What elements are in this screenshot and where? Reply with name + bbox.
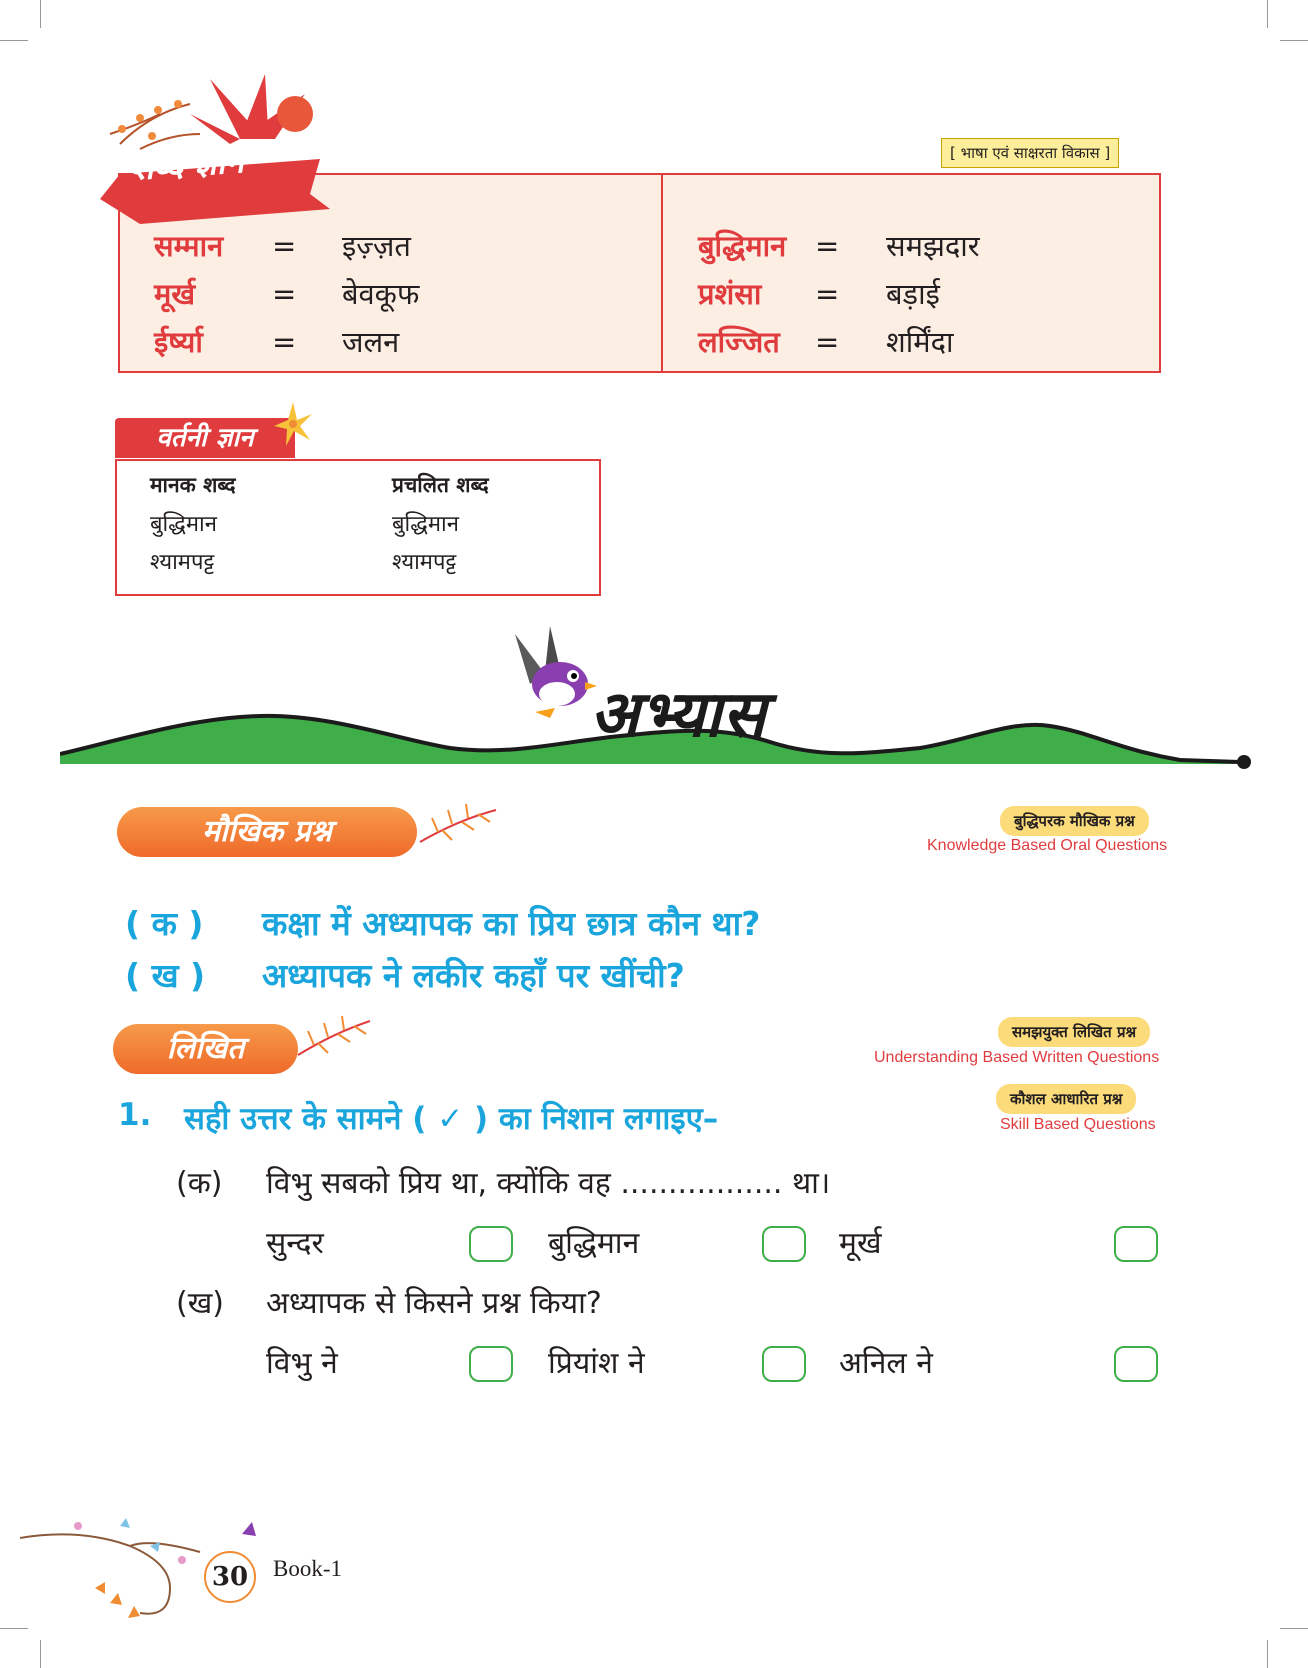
word-row — [154, 324, 203, 360]
equals: = — [272, 277, 297, 311]
crop-mark — [0, 1628, 28, 1629]
sub-question-text: अध्यापक से किसने प्रश्न किया? — [266, 1286, 602, 1321]
option-label: मूर्ख — [839, 1226, 882, 1261]
maukhik-heading: मौखिक प्रश्न — [117, 807, 417, 857]
word: लज्जित — [698, 325, 780, 359]
abhyas-title: अभ्यास — [590, 678, 767, 752]
word: सम्मान — [154, 229, 224, 263]
question-label: ( ख ) — [125, 956, 206, 995]
word-row — [698, 276, 761, 312]
crop-mark — [40, 0, 41, 28]
equals: = — [815, 229, 840, 263]
table-cell: बुद्धिमान — [150, 512, 217, 537]
question-number: 1. — [118, 1097, 152, 1133]
word-row — [698, 228, 786, 264]
meaning: इज़्ज़त — [342, 229, 411, 263]
option-label: प्रियांश ने — [548, 1346, 645, 1381]
book-label: Book-1 — [273, 1556, 342, 1581]
question-label: ( क ) — [125, 904, 204, 943]
answer-checkbox[interactable] — [762, 1346, 806, 1382]
sub-question-text: विभु सबको प्रिय था, क्योंकि वह ................. था। — [266, 1166, 831, 1201]
oral-question-tag-en: Knowledge Based Oral Questions — [927, 837, 1168, 854]
skill-tag: [ भाषा एवं साक्षरता विकास ] — [941, 138, 1119, 168]
question-text: अध्यापक ने लकीर कहाँ पर खींची? — [262, 956, 685, 995]
meaning: बेवकूफ — [342, 277, 420, 311]
answer-checkbox[interactable] — [762, 1226, 806, 1262]
table-cell: श्यामपट्ट — [392, 550, 457, 575]
crop-mark — [1280, 40, 1308, 41]
equals: = — [272, 229, 297, 263]
equals: = — [272, 325, 297, 359]
crop-mark — [1267, 1640, 1268, 1668]
option-label: विभु ने — [266, 1346, 338, 1381]
word-row — [154, 276, 195, 312]
twig-decoration-icon — [418, 800, 498, 848]
word-row — [154, 228, 223, 264]
page-number: 30 — [204, 1551, 256, 1603]
answer-checkbox[interactable] — [469, 1346, 513, 1382]
meaning: जलन — [342, 325, 400, 359]
oral-question-tag: बुद्धिपरक मौखिक प्रश्न — [1000, 806, 1149, 836]
table-cell: बुद्धिमान — [392, 512, 459, 537]
column-header: मानक शब्द — [150, 473, 236, 497]
answer-checkbox[interactable] — [469, 1226, 513, 1262]
crop-mark — [0, 40, 28, 41]
meaning: शर्मिंदा — [886, 325, 954, 359]
skill-question-tag: कौशल आधारित प्रश्न — [996, 1084, 1136, 1114]
column-header: प्रचलित शब्द — [392, 473, 489, 497]
meaning: बड़ाई — [886, 277, 940, 311]
word: ईर्ष्या — [154, 325, 203, 359]
word: बुद्धिमान — [698, 229, 787, 263]
equals: = — [815, 325, 840, 359]
option-label: अनिल ने — [839, 1346, 933, 1381]
star-flower-icon — [272, 400, 314, 448]
question-text: कक्षा में अध्यापक का प्रिय छात्र कौन था? — [262, 904, 761, 943]
likhit-heading: लिखित — [113, 1024, 298, 1074]
option-label: बुद्धिमान — [548, 1226, 640, 1261]
sub-question-label: (ख) — [176, 1286, 224, 1321]
equals: = — [815, 277, 840, 311]
option-label: सुन्दर — [266, 1226, 324, 1261]
crop-mark — [1280, 1628, 1308, 1629]
bird-mascot-icon — [505, 624, 597, 724]
word-row — [698, 324, 780, 360]
skill-question-tag-en: Skill Based Questions — [1000, 1116, 1156, 1133]
crop-mark — [40, 1640, 41, 1668]
question-instruction: सही उत्तर के सामने ( ✓ ) का निशान लगाइए– — [184, 1101, 719, 1137]
meaning: समझदार — [886, 229, 980, 263]
crop-mark — [1267, 0, 1268, 28]
shabd-gyan-title: शब्द ज्ञान — [128, 141, 246, 189]
understanding-question-tag-en: Understanding Based Written Questions — [874, 1049, 1160, 1066]
answer-checkbox[interactable] — [1114, 1226, 1158, 1262]
word: मूर्ख — [154, 277, 196, 311]
table-cell: श्यामपट्ट — [150, 550, 215, 575]
twig-decoration-icon — [296, 1013, 372, 1061]
word: प्रशंसा — [698, 277, 762, 311]
understanding-question-tag: समझयुक्त लिखित प्रश्न — [998, 1017, 1150, 1047]
column-divider — [661, 175, 663, 371]
sub-question-label: (क) — [176, 1166, 223, 1201]
answer-checkbox[interactable] — [1114, 1346, 1158, 1382]
vartani-gyan-title: वर्तनी ज्ञान — [115, 418, 295, 458]
